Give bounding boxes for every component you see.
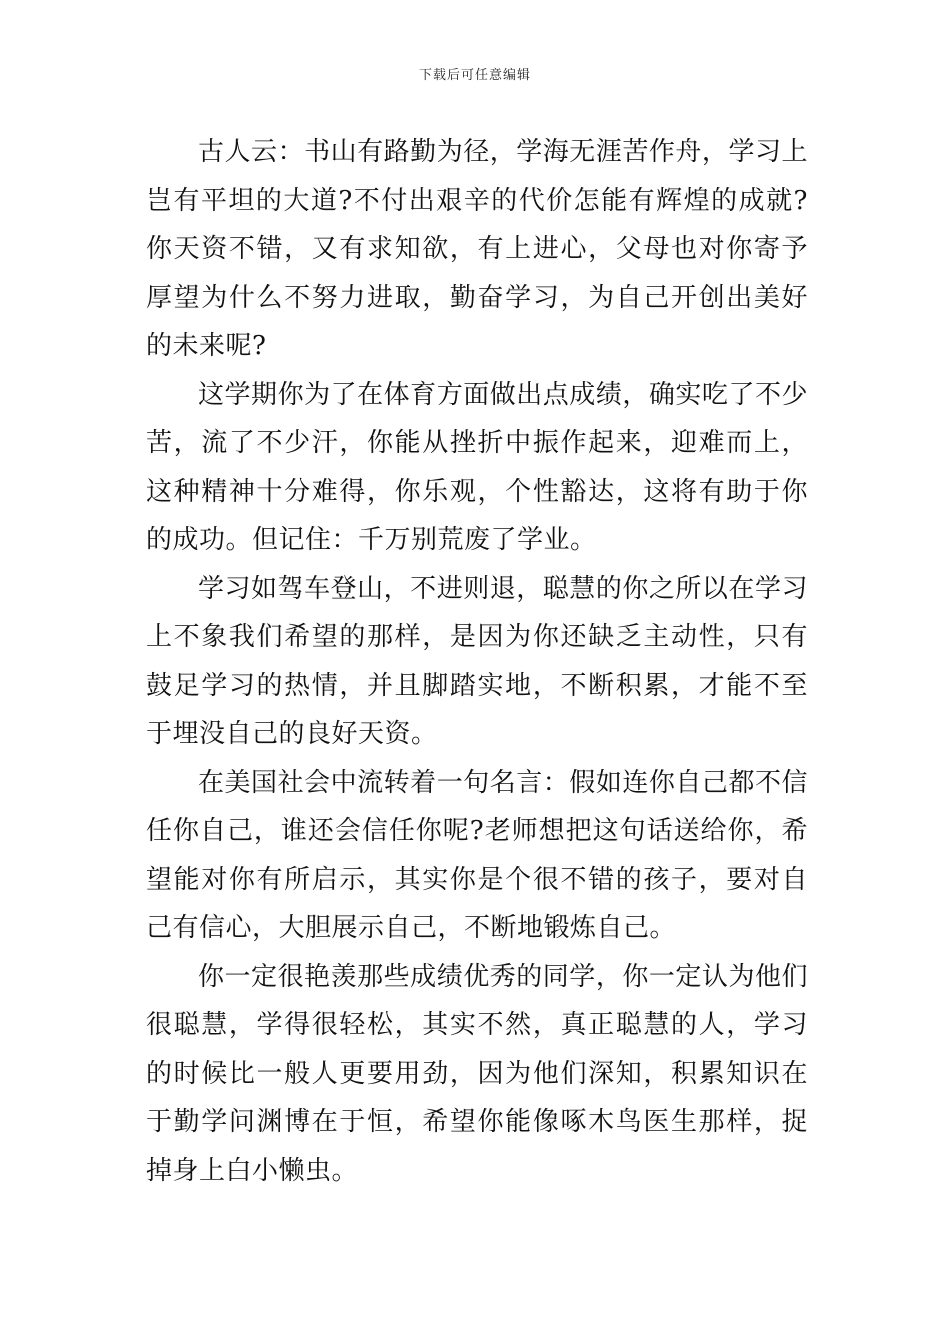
document-body xyxy=(146,128,808,1195)
page-header-note: 下载后可任意编辑 xyxy=(418,68,531,83)
paragraph-2: 这学期你为了在体育方面做出点成绩，确实吃了不少苦，流了不少汗，你能从挫折中振作起来，迎难而上，这种精神十分难得，你乐观，个性豁达，这将有助于你的成功。但记住：千万别荒废了学业。 xyxy=(146,379,808,555)
paragraph-3: 学习如驾车登山，不进则退，聪慧的你之所以在学习上不象我们希望的那样，是因为你还缺乏主动性，只有鼓足学习的热情，并且脚踏实地，不断积累，才能不至于埋没自己的良好天资。 xyxy=(146,573,808,749)
paragraph-1: 古人云：书山有路勤为径，学海无涯苦作舟，学习上岂有平坦的大道?不付出艰辛的代价怎能有辉煌的成就?你天资不错，又有求知欲，有上进心，父母也对你寄予厚望为什么不努力进取，勤奋学习，为自己开创出美好的未来呢? xyxy=(146,137,808,361)
paragraph-5: 你一定很艳羡那些成绩优秀的同学，你一定认为他们很聪慧，学得很轻松，其实不然，真正聪慧的人，学习的时候比一般人更要用劲，因为他们深知，积累知识在于勤学问渊博在于恒，希望你能像啄木鸟医生那样，捉掉身上白小懒虫。 xyxy=(146,961,808,1186)
paragraph-4: 在美国社会中流转着一句名言：假如连你自己都不信任你自己，谁还会信任你呢?老师想把这句话送给你，希望能对你有所启示，其实你是个很不错的孩子，要对自己有信心，大胆展示自己，不断地锻炼自己。 xyxy=(146,767,808,943)
